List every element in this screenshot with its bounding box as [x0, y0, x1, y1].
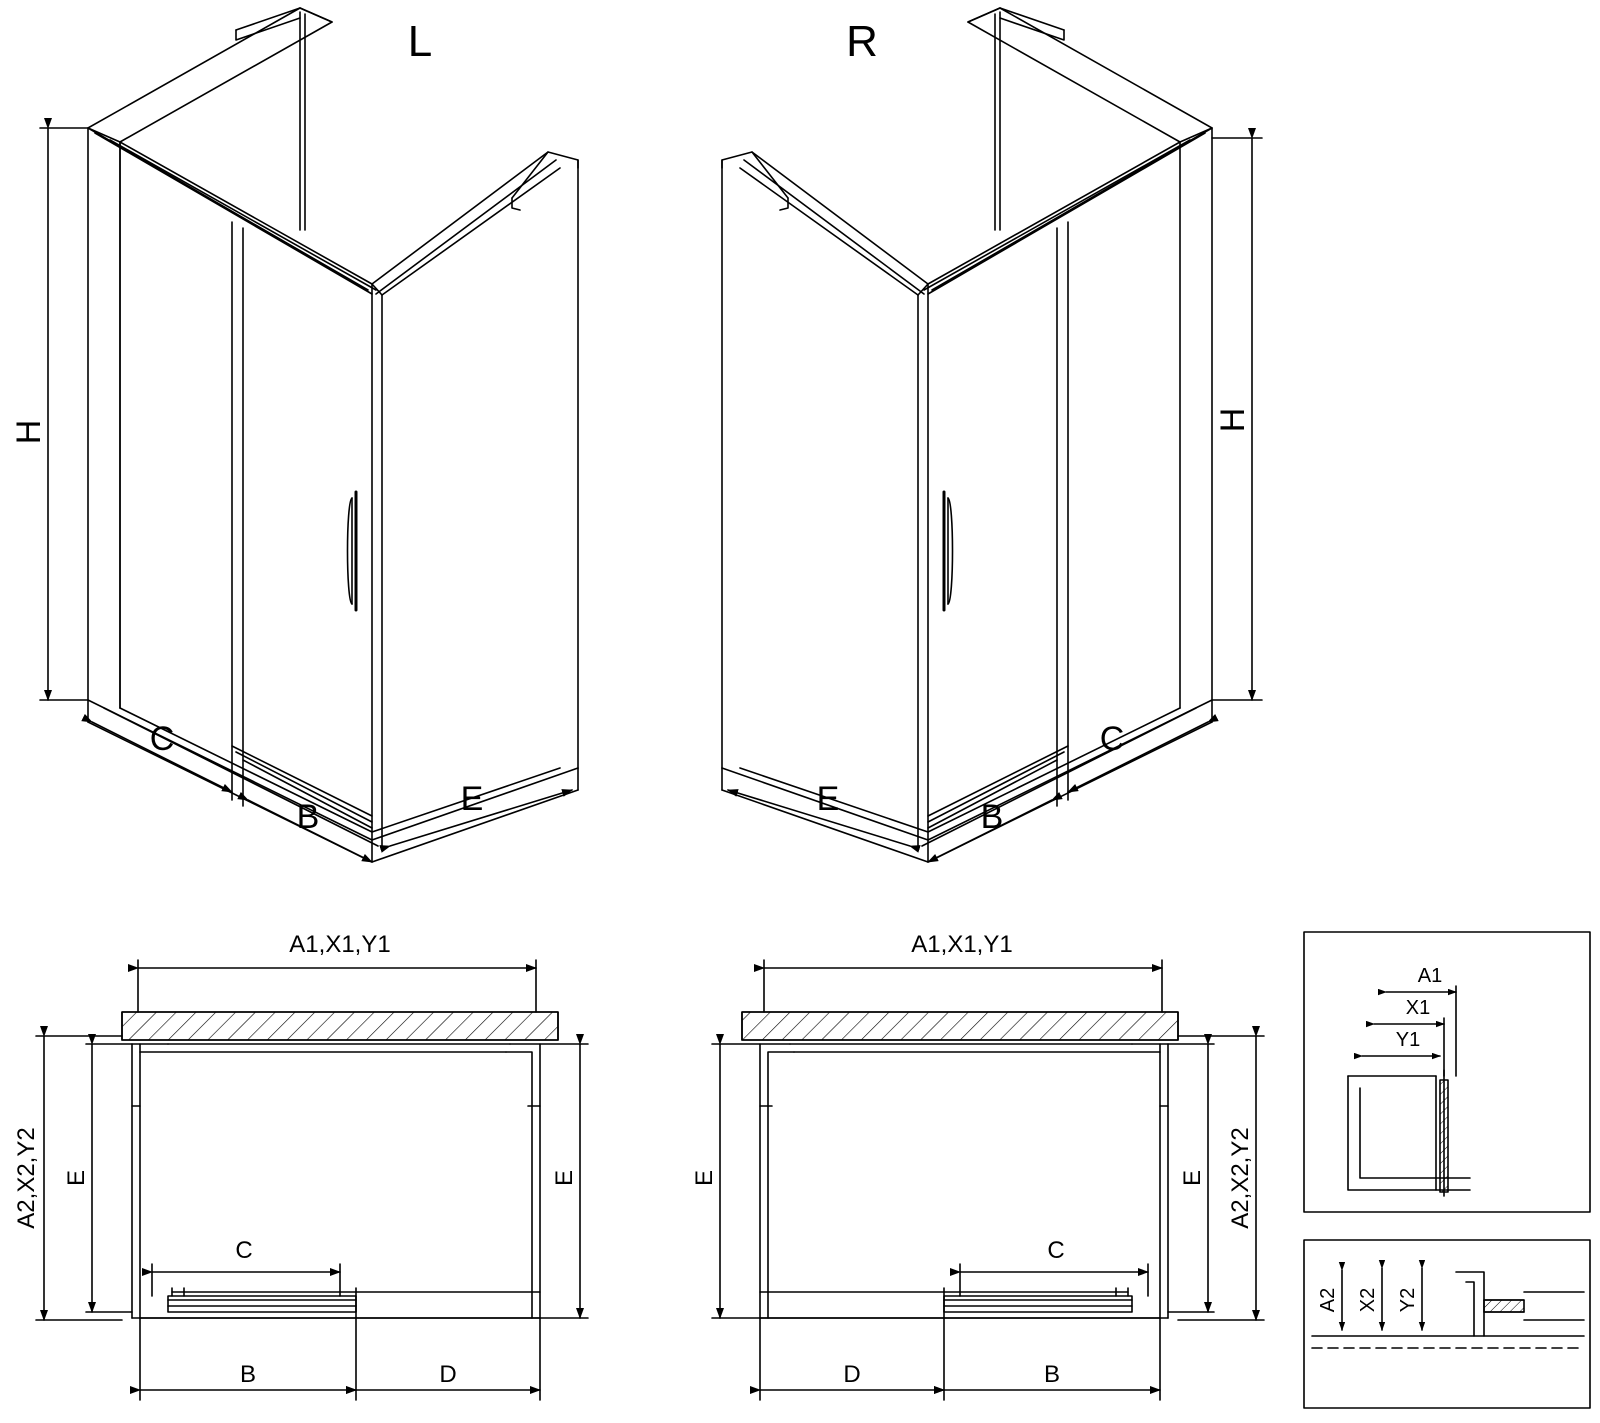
- dimension-H-right: [1212, 138, 1262, 700]
- detail-dim-X2: X2: [1357, 1287, 1379, 1313]
- detail-view-top: [1304, 932, 1590, 1212]
- dim-label-E-left-inner: E: [63, 1169, 90, 1187]
- dim-label-A1X1Y1-right: A1,X1,Y1: [911, 931, 1013, 958]
- plan-right-dimensions: [691, 931, 1264, 1400]
- dim-label-E-left: E: [460, 780, 484, 818]
- detail-dim-Y1: Y1: [1395, 1029, 1421, 1051]
- detail-dim-Y2: Y2: [1397, 1287, 1419, 1313]
- detail-dim-X1: X1: [1405, 997, 1431, 1019]
- dim-label-B-plan-left: B: [239, 1361, 257, 1388]
- dim-label-H-left: H: [10, 419, 48, 445]
- detail-dim-A1: A1: [1417, 965, 1443, 987]
- dim-label-C-plan-left: C: [235, 1237, 253, 1264]
- dim-label-E-left-right: E: [551, 1169, 578, 1187]
- dimension-row-left-iso: [92, 720, 572, 862]
- dim-label-C-left: C: [149, 720, 175, 758]
- dim-label-C-right: C: [1099, 720, 1125, 758]
- detail-view-bottom: [1304, 1240, 1590, 1408]
- dim-label-D-plan-right: D: [843, 1361, 861, 1388]
- dim-label-A2X2Y2-right: A2,X2,Y2: [1227, 1127, 1254, 1229]
- dim-label-C-plan-right: C: [1047, 1237, 1065, 1264]
- dim-label-E-right-inner: E: [1179, 1169, 1206, 1187]
- dim-label-D-plan-left: D: [439, 1361, 457, 1388]
- dim-label-E-right-left: E: [691, 1169, 718, 1187]
- view-label-L: L: [407, 17, 433, 66]
- dimension-H-left: [10, 128, 88, 700]
- iso-view-right: [722, 8, 1212, 862]
- dim-label-B-plan-right: B: [1043, 1361, 1061, 1388]
- dim-label-E-right: E: [816, 780, 840, 818]
- dim-label-B-left: B: [296, 798, 320, 836]
- plan-left-dimensions: [13, 931, 588, 1400]
- view-label-R: R: [846, 17, 878, 66]
- dim-label-A1X1Y1-left: A1,X1,Y1: [289, 931, 391, 958]
- dim-label-B-right: B: [980, 798, 1004, 836]
- dimension-row-right-iso: [728, 720, 1208, 862]
- dim-label-A2X2Y2-left: A2,X2,Y2: [13, 1127, 40, 1229]
- detail-dim-A2: A2: [1317, 1287, 1339, 1313]
- dim-label-H-right: H: [1214, 407, 1252, 433]
